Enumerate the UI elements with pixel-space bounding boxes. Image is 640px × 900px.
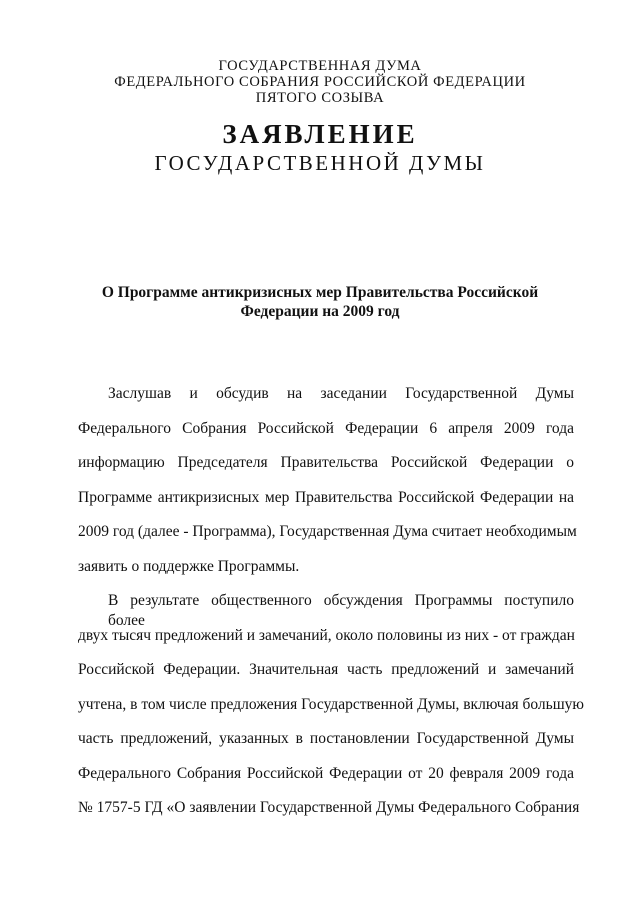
- paragraph-2-line-6: Федерального Собрания Российской Федерации от 20 февраля 2009 года: [78, 764, 574, 782]
- paragraph-2-line-5: часть предложений, указанных в постановлении Государственной Думы: [78, 730, 574, 747]
- subject-line-2: Федерации на 2009 год: [240, 303, 400, 320]
- paragraph-1-line-5: 2009 год (далее - Программа), Государственная Дума считает необходимым: [78, 523, 577, 540]
- paragraph-2-line-4: учтена, в том числе предложения Государственной Думы, включая большую: [78, 695, 584, 713]
- paragraph-2-line-1: В результате общественного обсуждения Программы поступило более: [108, 592, 574, 629]
- paragraph-2-line-7: № 1757-5 ГД «О заявлении Государственной Думы Федерального Собрания: [78, 799, 580, 816]
- header-line-convocation: ПЯТОГО СОЗЫВА: [255, 90, 385, 106]
- paragraph-1-line-3: информацию Председателя Правительства Российской Федерации о: [78, 454, 574, 471]
- document-author-title: ГОСУДАРСТВЕННОЙ ДУМЫ: [154, 151, 486, 175]
- document-type-title: ЗАЯВЛЕНИЕ: [222, 119, 418, 149]
- paragraph-2-line-3: Российской Федерации. Значительная часть предложений и замечаний: [78, 661, 574, 678]
- paragraph-1-line-1: Заслушав и обсудив на заседании Государственной Думы: [108, 385, 574, 402]
- paragraph-1-line-4: Программе антикризисных мер Правительства Российской Федерации на: [78, 488, 574, 506]
- paragraph-1-line-6: заявить о поддержке Программы.: [78, 557, 300, 575]
- body-paragraph-2: [78, 591, 584, 833]
- paragraph-2-line-2: двух тысяч предложений и замечаний, около половины из них - от граждан: [78, 626, 575, 644]
- body-paragraph-1: [78, 384, 577, 591]
- header-line-assembly: ФЕДЕРАЛЬНОГО СОБРАНИЯ РОССИЙСКОЙ ФЕДЕРАЦИИ: [114, 74, 526, 90]
- document-body: [78, 384, 584, 833]
- header-line-duma: ГОСУДАРСТВЕННАЯ ДУМА: [218, 58, 422, 74]
- paragraph-1-line-2: Федерального Собрания Российской Федерации 6 апреля 2009 года: [78, 419, 574, 437]
- document-subject: [0, 283, 640, 321]
- subject-line-1: О Программе антикризисных мер Правительства Российской: [101, 284, 539, 301]
- document-header: [0, 58, 640, 106]
